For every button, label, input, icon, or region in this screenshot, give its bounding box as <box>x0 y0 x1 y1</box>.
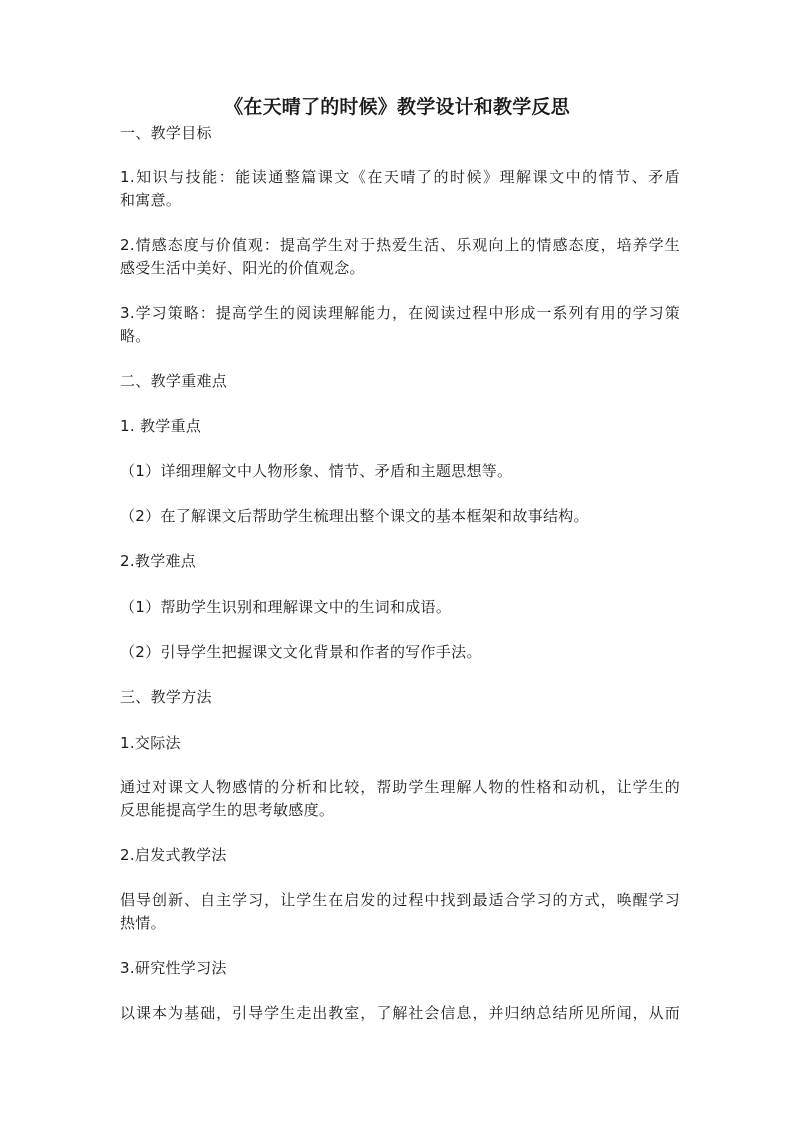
subheading: 3.研究性学习法 <box>120 959 227 977</box>
list-item: （2）引导学生把握课文文化背景和作者的写作手法。 <box>120 643 482 661</box>
paragraph-line: 和寓意。 <box>120 191 182 209</box>
paragraph-line: 略。 <box>120 327 151 345</box>
list-item: （1）详细理解文中人物形象、情节、矛盾和主题思想等。 <box>120 462 513 480</box>
section-heading-methods: 三、教学方法 <box>120 688 212 706</box>
paragraph-line: 通过对课文人物感情的分析和比较，帮助学生理解人物的性格和动机，让学生的 <box>120 778 680 796</box>
paragraph-line: 感受生活中美好、阳光的价值观念。 <box>120 259 365 277</box>
list-item: （1）帮助学生识别和理解课文中的生词和成语。 <box>120 598 452 616</box>
list-item: （2）在了解课文后帮助学生梳理出整个课文的基本框架和故事结构。 <box>120 507 589 525</box>
paragraph-line: 反思能提高学生的思考敏感度。 <box>120 801 335 819</box>
paragraph-line: 1.知识与技能：能读通整篇课文《在天晴了的时候》理解课文中的情节、矛盾 <box>120 168 680 186</box>
paragraph-line: 以课本为基础，引导学生走出教室，了解社会信息，并归纳总结所见所闻，从而 <box>120 1004 680 1022</box>
subheading: 1.交际法 <box>120 734 181 752</box>
section-heading-key-points: 二、教学重难点 <box>120 372 228 390</box>
paragraph-line: 热情。 <box>120 914 166 932</box>
paragraph-line: 2.情感态度与价值观：提高学生对于热爱生活、乐观向上的情感态度，培养学生 <box>120 236 680 254</box>
paragraph-line: 3.学习策略：提高学生的阅读理解能力，在阅读过程中形成一系列有用的学习策 <box>120 304 680 322</box>
subheading: 2.启发式教学法 <box>120 846 227 864</box>
subheading: 1. 教学重点 <box>120 417 202 435</box>
subheading: 2.教学难点 <box>120 552 197 570</box>
paragraph-line: 倡导创新、自主学习，让学生在启发的过程中找到最适合学习的方式，唤醒学习 <box>120 891 680 909</box>
page-title: 《在天晴了的时候》教学设计和教学反思 <box>224 96 570 118</box>
section-heading-objectives: 一、教学目标 <box>120 124 212 142</box>
